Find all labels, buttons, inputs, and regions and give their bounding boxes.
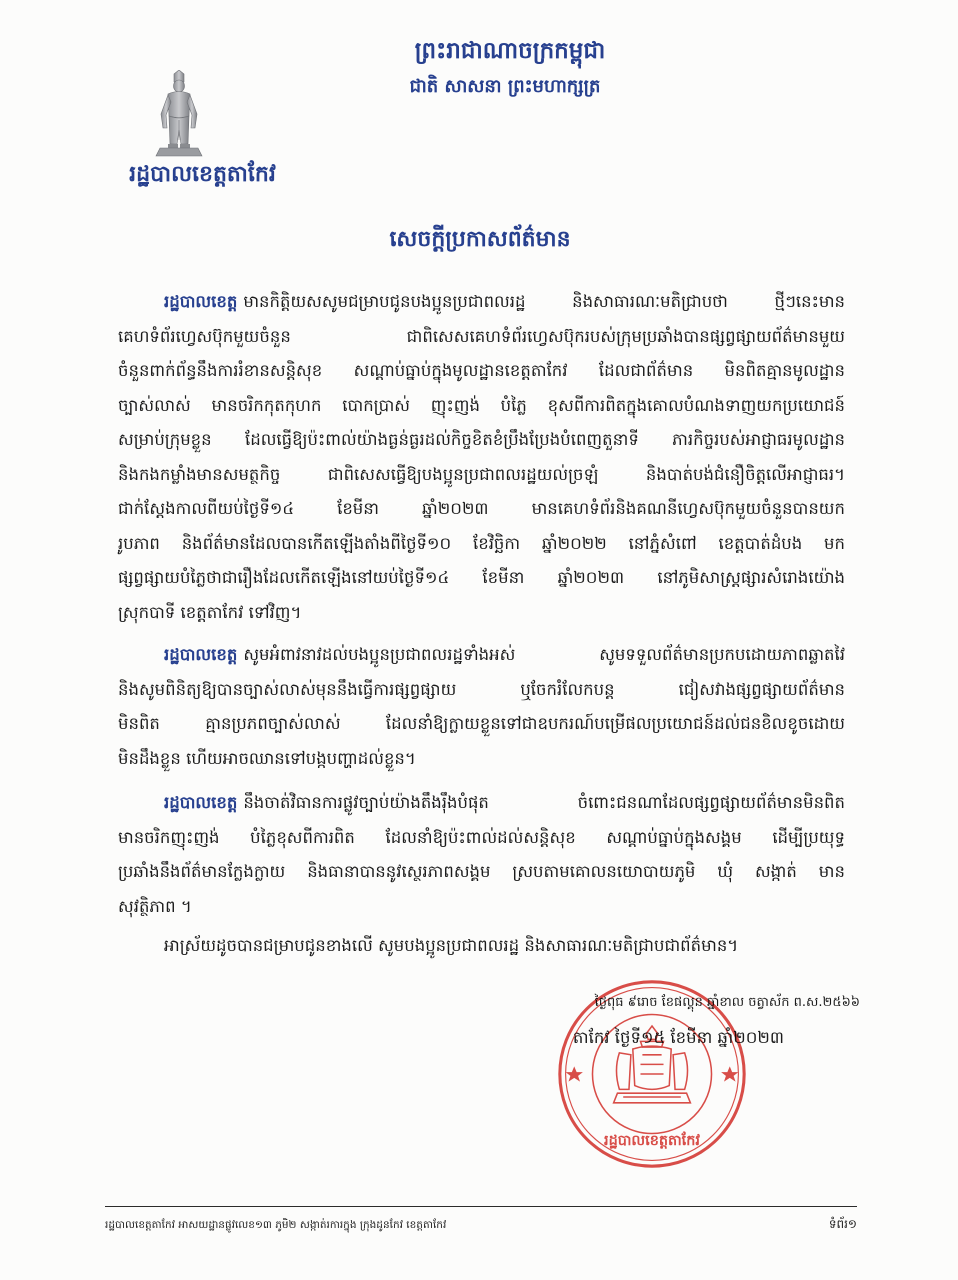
paragraph-line: និងសូមពិនិត្យឱ្យបានច្បាស់លាស់មុននឹងធ្វើការផ្សព្វផ្សាយ ឬចែករំលែកបន្ត ជៀសវាងផ្សព្វផ្សាយព័ត៌មាន	[118, 679, 845, 699]
seal-text: រដ្ឋបាលខេត្តតាកែវ	[604, 1133, 700, 1150]
issuer-name: រដ្ឋបាលខេត្តតាកែវ	[129, 162, 276, 187]
paragraph-line: គេហទំព័រហ្វេសប៊ុកមួយចំនួន ជាពិសេសគេហទំព័រហ្វេសប៊ុករបស់ក្រុមប្រឆាំងបានផ្សព្វផ្សាយព័ត៌មានមួយ	[118, 326, 845, 346]
statue-emblem-icon	[148, 70, 210, 158]
paragraph-line: ចំនួនពាក់ព័ន្ធនឹងការរំខានសន្តិសុខ សណ្តាប់ធ្នាប់ក្នុងមូលដ្ឋានខេត្តតាកែវ ដែលជាព័ត៌មាន មិនពិតគ្មានមូលដ្ឋាន	[118, 361, 845, 380]
paragraph-line: មិនដឹងខ្លួន ហើយអាចឈានទៅបង្កបញ្ហាដល់ខ្លួន។	[118, 748, 416, 768]
solar-date: តាកែវ ថ្ងៃទី១៥ ខែមីនា ឆ្នាំ២០២៣	[572, 1028, 784, 1047]
paragraph-lead: រដ្ឋបាលខេត្ត	[164, 292, 238, 311]
paragraph-line: ជាក់ស្តែងកាលពីយប់ថ្ងៃទី១៤ ខែមីនា ឆ្នាំ២០២៣ មានគេហទំព័រនិងគណនីហ្វេសប៊ុកមួយចំនួនបានយក	[118, 499, 845, 518]
paragraph-line	[118, 285, 845, 320]
footer-rule	[105, 1206, 857, 1207]
closing-line: អាស្រ័យដូចបានជម្រាបជូនខាងលើ សូមបងប្អូនប្រជាពលរដ្ឋ និងសាធារណៈមតិជ្រាបជាព័ត៌មាន។	[164, 936, 739, 955]
paragraph-line: ច្បាស់លាស់ មានចរិកកុតកុហក បោកប្រាស់ ញុះញង់ បំភ្លៃ ខុសពីការពិតក្នុងគោលបំណងទាញយកប្រយោជន៍	[118, 395, 845, 415]
paragraph-line: និងកងកម្លាំងមានសមត្ថកិច្ច ជាពិសេសធ្វើឱ្យបងប្អូនប្រជាពលរដ្ឋយល់ច្រឡំ និងបាត់បង់ជំនឿចិត្តលើអាជ្ញាធរ។	[118, 464, 845, 484]
paragraph-1	[118, 285, 845, 630]
paragraph-line: ផ្សព្វផ្សាយបំភ្លៃថាជារឿងដែលកើតឡើងនៅយប់ថ្ងៃទី១៤ ខែមីនា ឆ្នាំ២០២៣ នៅភូមិសាស្ត្រផ្សារសំរោងយ៉ោង	[118, 568, 845, 587]
line-text: មានកិត្តិយសសូមជម្រាបជូនបងប្អូនប្រជាពលរដ្ឋ និងសាធារណៈមតិជ្រាបថា ថ្មីៗនេះមាន	[243, 292, 845, 311]
line-text: សូមអំពាវនាវដល់បងប្អូនប្រជាពលរដ្ឋទាំងអស់ សូមទទួលព័ត៌មានប្រកបដោយភាពឆ្លាតវៃ	[243, 645, 845, 664]
document-title: សេចក្តីប្រកាសព័ត៌មាន	[389, 227, 571, 252]
paragraph-line: ប្រឆាំងនឹងព័ត៌មានក្លែងក្លាយ និងធានាបាននូវស្ថេរភាពសង្គម ស្របតាមគោលនយោបាយភូមិ ឃុំ សង្កាត់ មាន	[118, 862, 845, 881]
paragraph-line: មិនពិត គ្មានប្រភពច្បាស់លាស់ ដែលនាំឱ្យក្លាយខ្លួនទៅជាឧបករណ៍បម្រើផលប្រយោជន៍ដល់ជនខិលខូចដោយ	[118, 714, 845, 733]
kingdom-heading: ព្រះរាជាណាចក្រកម្ពុជា	[414, 38, 606, 64]
seal-coat-of-arms-icon	[614, 1026, 691, 1103]
page-number: ទំព័រ១	[828, 1217, 857, 1231]
closing-paragraph	[118, 929, 845, 964]
paragraph-lead: រដ្ឋបាលខេត្ត	[164, 645, 238, 664]
paragraph-line	[118, 638, 845, 673]
line-text: នឹងចាត់វិធានការផ្លូវច្បាប់យ៉ាងតឹងរ៉ឹងបំផុត ចំពោះជនណាដែលផ្សព្វផ្សាយព័ត៌មានមិនពិត	[243, 793, 845, 812]
paragraph-line	[118, 786, 845, 821]
lunar-date: ថ្ងៃពុធ ៩រោច ខែផល្គុន ឆ្នាំខាល ចត្វាស័ក ព.ស.២៥៦៦	[594, 995, 860, 1010]
paragraph-lead: រដ្ឋបាលខេត្ត	[164, 793, 238, 812]
national-motto: ជាតិ សាសនា ព្រះមហាក្សត្រ	[409, 76, 601, 97]
paragraph-line: មានចរិកញុះញង់ បំភ្លៃខុសពីការពិត ដែលនាំឱ្យប៉ះពាល់ដល់សន្តិសុខ សណ្តាប់ធ្នាប់ក្នុងសង្គម ដើម្បីប្រយុទ្ធ	[118, 827, 845, 847]
footer-address: រដ្ឋបាលខេត្តតាកែវ អាសយដ្ឋានផ្លូវលេខ១៣ ភូមិ២ សង្កាត់រការក្នុង ក្រុងដូនកែវ ខេត្តតាកែវ	[105, 1219, 447, 1231]
paragraph-2	[118, 638, 845, 776]
paragraph-line: ស្រុកបាទី ខេត្តតាកែវ ទៅវិញ។	[118, 602, 302, 622]
official-seal	[556, 978, 748, 1170]
paragraph-3	[118, 786, 845, 924]
paragraph-line: សម្រាប់ក្រុមខ្លួន ដែលធ្វើឱ្យប៉ះពាល់យ៉ាងធ្ងន់ធ្ងរដល់កិច្ចខិតខំប្រឹងប្រែងបំពេញតួនាទី ភារកិច្ចរបស់អាជ្ញាធរមូលដ្ឋាន	[118, 430, 845, 449]
paragraph-line: សុវត្ថិភាព ។	[118, 896, 192, 916]
paragraph-line: រូបភាព និងព័ត៌មានដែលបានកើតឡើងតាំងពីថ្ងៃទី១០ ខែវិច្ឆិកា ឆ្នាំ២០២២ នៅភ្នំសំពៅ ខេត្តបាត់ដំបង មក	[118, 533, 845, 553]
